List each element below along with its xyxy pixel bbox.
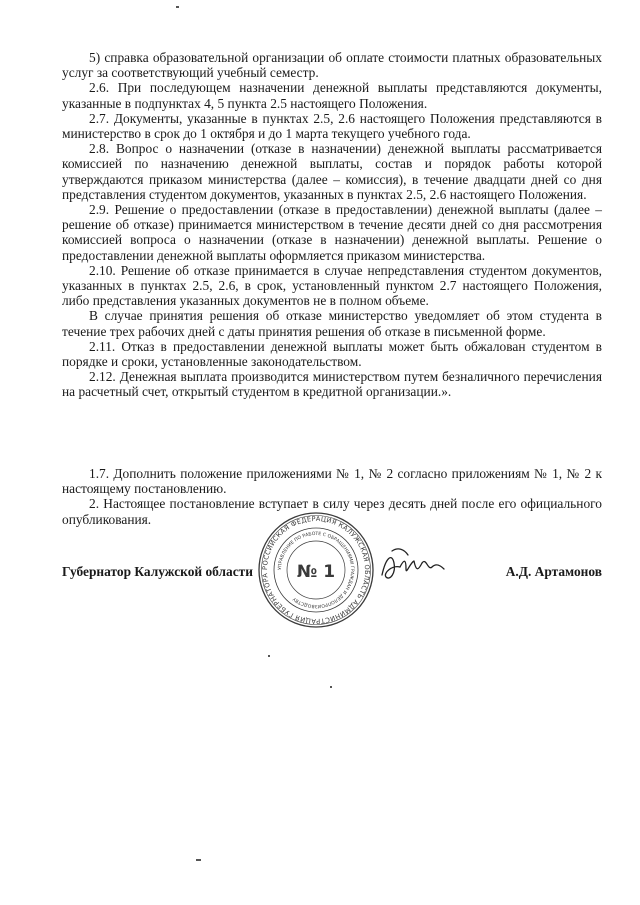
seal-inner-text: УПРАВЛЕНИЕ ПО РАБОТЕ С ОБРАЩЕНИЯМИ ГРАЖДАН И ДЕЛОПРОИЗВОДСТВУ bbox=[277, 531, 355, 609]
paragraph-item-5: 5) справка образовательной организации об оплате стоимости платных образовательных услуг за соответствующий учебный семестр. bbox=[62, 50, 602, 81]
paragraph-2-effective: 2. Настоящее постановление вступает в силу через десять дней после его официального опубликования. bbox=[62, 496, 602, 527]
signatory-name: А.Д. Артамонов bbox=[505, 564, 602, 579]
scan-speck bbox=[268, 655, 270, 657]
scan-speck bbox=[330, 686, 332, 688]
seal-number: № 1 bbox=[296, 562, 336, 582]
paragraph-2-10: 2.10. Решение об отказе принимается в случае непредставления студентом документов, указанных в пунктах 2.5, 2.6, в срок, установленный пунктом 2.7 настоящего Положения, либо представления указанных документов не в полном объеме. bbox=[62, 262, 602, 309]
paragraph-refusal-notice: В случае принятия решения об отказе министерство уведомляет об этом студента в течение трех рабочих дней с даты принятия решения об отказе в письменной форме. bbox=[62, 308, 602, 339]
scan-speck bbox=[196, 859, 201, 861]
paragraph-1-7: 1.7. Дополнить положение приложениями № 1, № 2 согласно приложениям № 1, № 2 к настоящему постановлению. bbox=[62, 466, 602, 497]
paragraph-2-7: 2.7. Документы, указанные в пунктах 2.5, 2.6 настоящего Положения представляются в министерство в срок до 1 октября и до 1 марта текущего учебного года. bbox=[62, 110, 602, 142]
paragraph-2-8: 2.8. Вопрос о назначении (отказе в назначении) денежной выплаты рассматривается комиссией по назначению денежной выплаты, состав и порядок работы которой утверждаются приказом министерства (далее – комиссия), в течение двадцати дней со дня представления студентом документов, указанных в пунктах 2.5, 2.6 настоящего Положения. bbox=[62, 141, 602, 202]
paragraph-2-12: 2.12. Денежная выплата производится министерством путем безналичного перечисления на расчетный счет, открытый студентом в кредитной организации.». bbox=[62, 369, 602, 400]
signatory-title: Губернатор Калужской области bbox=[62, 564, 253, 579]
regulation-text bbox=[62, 50, 602, 400]
scan-speck bbox=[176, 6, 179, 8]
paragraph-2-11: 2.11. Отказ в предоставлении денежной выплаты может быть обжалован студентом в порядке и сроки, установленные законодательством. bbox=[62, 338, 602, 370]
paragraph-2-9: 2.9. Решение о предоставлении (отказе в предоставлении) денежной выплаты (далее – решение об отказе) принимается министерством в течение десяти дней со дня рассмотрения комиссией вопроса о назначении (отказе в назначении) денежной выплаты. Решение о предоставлении денежной выплаты оформляется приказом министерства. bbox=[62, 202, 602, 263]
seal-outer-text: РОССИЙСКАЯ ФЕДЕРАЦИЯ КАЛУЖСКАЯ ОБЛАСТЬ АДМИНИСТРАЦИЯ ГУБЕРНАТОРА bbox=[260, 514, 372, 626]
signature-block bbox=[62, 556, 602, 596]
paragraph-2-6: 2.6. При последующем назначении денежной выплаты представляются документы, указанные в подпунктах 4, 5 пункта 2.5 настоящего Положения. bbox=[62, 80, 602, 111]
